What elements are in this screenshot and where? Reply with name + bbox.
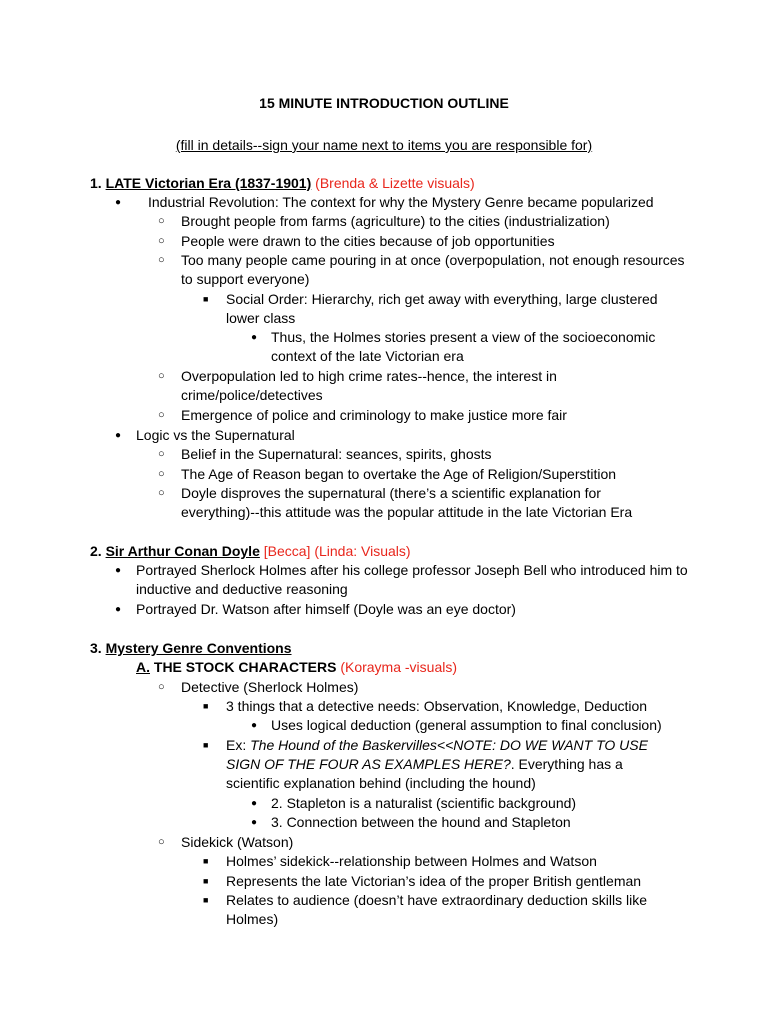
list-item: Detective (Sherlock Holmes) bbox=[181, 679, 359, 695]
hollow-bullet-icon: ○ bbox=[158, 681, 165, 693]
list-item-continuation: crime/police/detectives bbox=[181, 387, 323, 403]
subsection-number: A. bbox=[136, 659, 150, 675]
document-title: 15 MINUTE INTRODUCTION OUTLINE bbox=[259, 95, 509, 111]
square-bullet-icon: ■ bbox=[203, 294, 209, 304]
hollow-bullet-icon: ○ bbox=[158, 836, 165, 848]
list-item: Industrial Revolution: The context for why the Mystery Genre became popularized bbox=[148, 194, 654, 210]
list-item: Logic vs the Supernatural bbox=[136, 427, 295, 443]
hollow-bullet-icon: ○ bbox=[158, 235, 165, 247]
square-bullet-icon: ■ bbox=[203, 740, 209, 750]
filled-bullet-icon: ● bbox=[115, 565, 122, 576]
subsection-title: THE STOCK CHARACTERS bbox=[153, 659, 337, 675]
list-item-continuation bbox=[226, 755, 623, 774]
square-bullet-icon: ■ bbox=[203, 701, 209, 711]
list-item: Sidekick (Watson) bbox=[181, 834, 294, 850]
square-bullet-icon: ■ bbox=[203, 856, 209, 866]
hollow-bullet-icon: ○ bbox=[158, 487, 165, 499]
hollow-bullet-icon: ○ bbox=[158, 254, 165, 266]
list-item: 3. Connection between the hound and Stapleton bbox=[271, 814, 571, 830]
example-prefix: Ex: bbox=[226, 737, 251, 753]
section-note: [Becca] (Linda: Visuals) bbox=[263, 543, 411, 559]
section-number: 3. bbox=[90, 640, 102, 656]
filled-bullet-icon: ● bbox=[251, 720, 258, 731]
list-item-continuation: inductive and deductive reasoning bbox=[136, 581, 348, 597]
section-title: LATE Victorian Era (1837-1901) bbox=[105, 175, 312, 191]
filled-bullet-icon: ● bbox=[251, 798, 258, 809]
subsection-a-heading bbox=[136, 658, 457, 677]
list-item: Uses logical deduction (general assumption to final conclusion) bbox=[271, 717, 662, 733]
note-rest: . Everything has a bbox=[510, 756, 623, 772]
list-item-continuation: scientific explanation behind (including the hound) bbox=[226, 775, 536, 791]
hollow-bullet-icon: ○ bbox=[158, 409, 165, 421]
list-item: Holmes’ sidekick--relationship between Holmes and Watson bbox=[226, 853, 597, 869]
list-item: Emergence of police and criminology to make justice more fair bbox=[181, 407, 567, 423]
list-item: Overpopulation led to high crime rates--hence, the interest in bbox=[181, 368, 557, 384]
square-bullet-icon: ■ bbox=[203, 895, 209, 905]
list-item-continuation: everything)--this attitude was the popular attitude in the late Victorian Era bbox=[181, 504, 633, 520]
section-number: 1. bbox=[90, 175, 102, 191]
section-2-heading bbox=[90, 542, 411, 561]
list-item-continuation: Holmes) bbox=[226, 911, 279, 927]
list-item: Too many people came pouring in at once (overpopulation, not enough resources bbox=[181, 252, 685, 268]
list-item-continuation: context of the late Victorian era bbox=[271, 348, 464, 364]
section-title: Sir Arthur Conan Doyle bbox=[105, 543, 260, 559]
filled-bullet-icon: ● bbox=[115, 604, 122, 615]
square-bullet-icon: ■ bbox=[203, 876, 209, 886]
note-text: SIGN OF THE FOUR AS EXAMPLES HERE? bbox=[226, 756, 511, 772]
document-subtitle: (fill in details--sign your name next to items you are responsible for) bbox=[175, 137, 593, 153]
list-item: Relates to audience (doesn’t have extraordinary deduction skills like bbox=[226, 892, 648, 908]
section-note: (Brenda & Lizette visuals) bbox=[315, 175, 475, 191]
filled-bullet-icon: ● bbox=[251, 817, 258, 828]
section-title: Mystery Genre Conventions bbox=[105, 640, 292, 656]
list-item: Portrayed Dr. Watson after himself (Doyle was an eye doctor) bbox=[136, 601, 516, 617]
filled-bullet-icon: ● bbox=[115, 430, 122, 441]
list-item: People were drawn to the cities because of job opportunities bbox=[181, 233, 555, 249]
subsection-note: (Korayma -visuals) bbox=[340, 659, 458, 675]
filled-bullet-icon: ● bbox=[115, 197, 122, 208]
list-item: Brought people from farms (agriculture) to the cities (industrialization) bbox=[181, 213, 610, 229]
filled-bullet-icon: ● bbox=[251, 332, 258, 343]
section-number: 2. bbox=[90, 543, 102, 559]
list-item bbox=[226, 736, 648, 755]
section-1-heading bbox=[90, 174, 475, 193]
list-item: The Age of Reason began to overtake the Age of Religion/Superstition bbox=[181, 466, 617, 482]
list-item: 2. Stapleton is a naturalist (scientific background) bbox=[271, 795, 577, 811]
section-3-heading bbox=[90, 639, 292, 658]
hollow-bullet-icon: ○ bbox=[158, 468, 165, 480]
list-item: 3 things that a detective needs: Observation, Knowledge, Deduction bbox=[226, 698, 648, 714]
list-item: Social Order: Hierarchy, rich get away with everything, large clustered bbox=[226, 291, 658, 307]
hollow-bullet-icon: ○ bbox=[158, 215, 165, 227]
list-item: Belief in the Supernatural: seances, spirits, ghosts bbox=[181, 446, 492, 462]
hollow-bullet-icon: ○ bbox=[158, 370, 165, 382]
list-item: Portrayed Sherlock Holmes after his college professor Joseph Bell who introduced him to bbox=[136, 562, 688, 578]
book-title: The Hound of the Baskervilles<<NOTE: DO WE WANT TO USE bbox=[250, 737, 648, 753]
list-item-continuation: to support everyone) bbox=[181, 271, 310, 287]
hollow-bullet-icon: ○ bbox=[158, 448, 165, 460]
list-item: Represents the late Victorian’s idea of the proper British gentleman bbox=[226, 873, 642, 889]
list-item: Thus, the Holmes stories present a view of the socioeconomic bbox=[271, 329, 656, 345]
list-item-continuation: lower class bbox=[226, 310, 296, 326]
list-item: Doyle disproves the supernatural (there’s a scientific explanation for bbox=[181, 485, 601, 501]
